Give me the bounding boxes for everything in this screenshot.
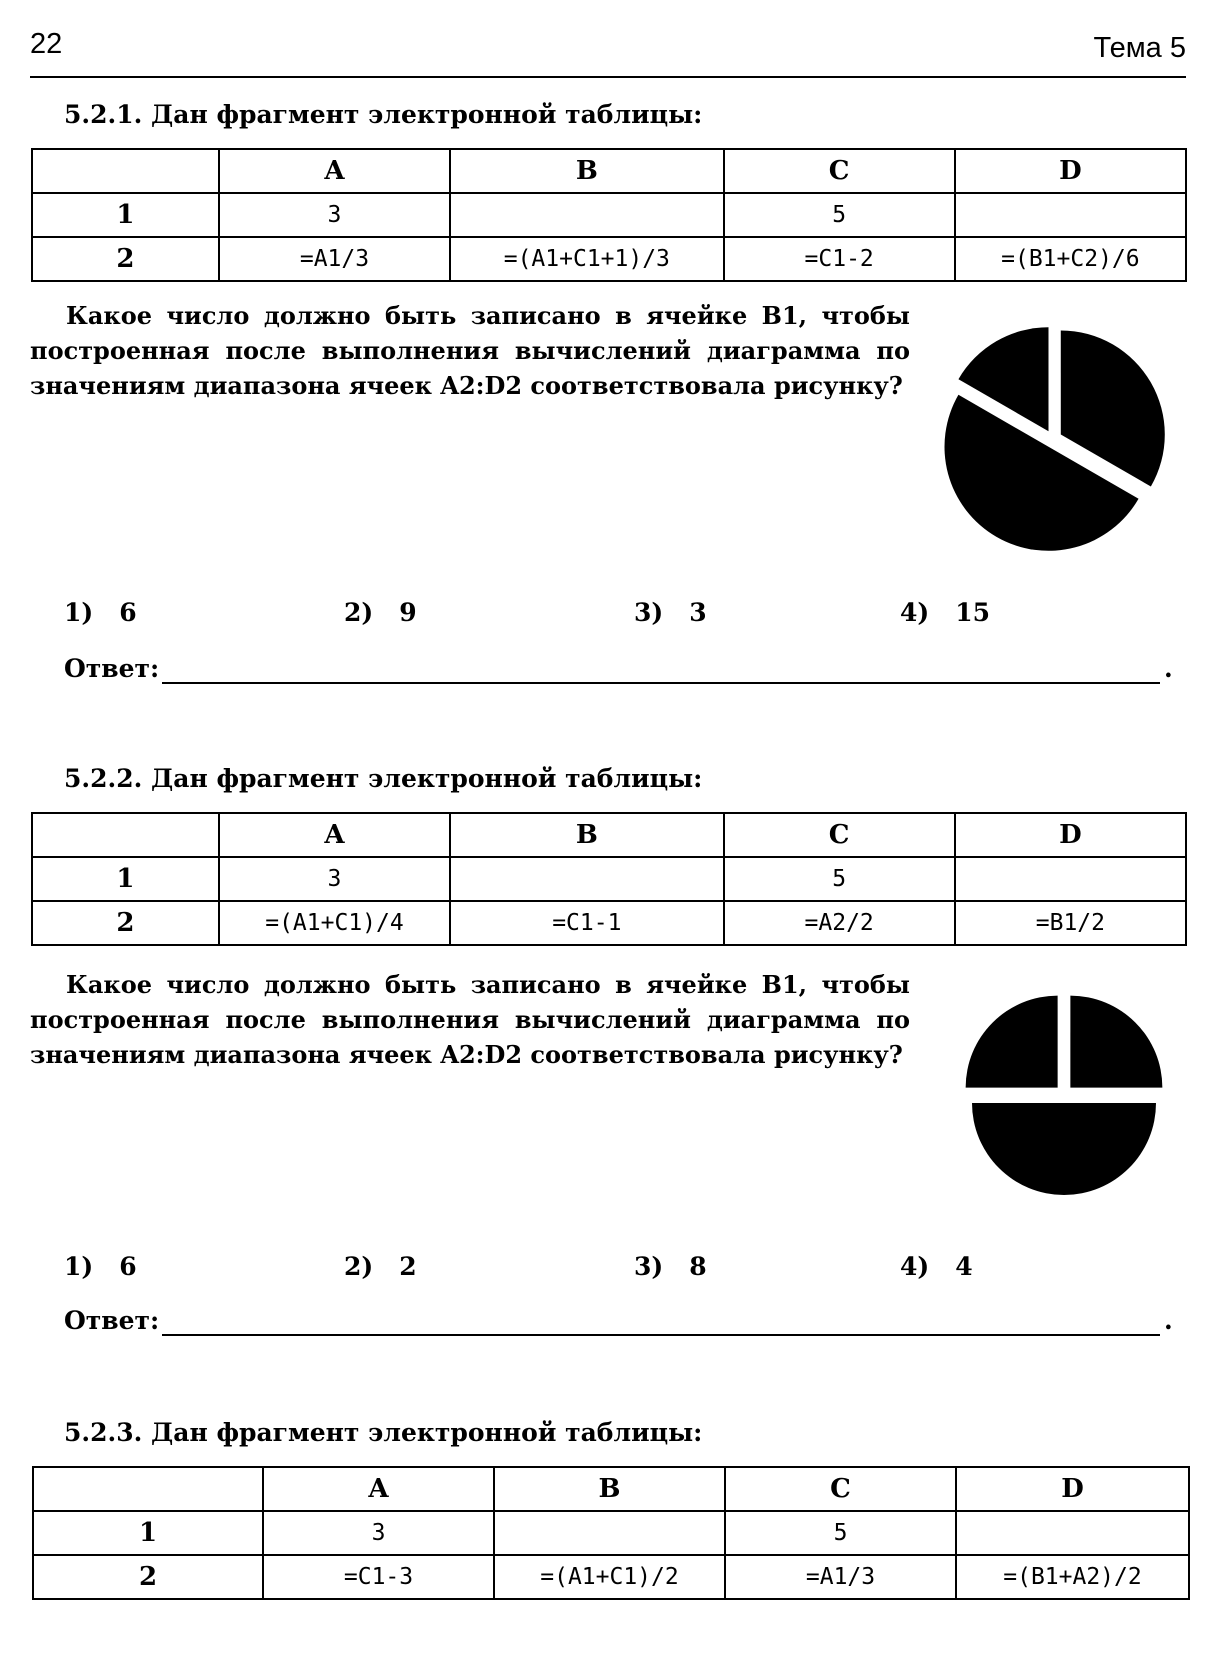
cell: =C1-2 xyxy=(724,237,955,281)
cell: =C1-1 xyxy=(450,901,723,945)
column-header: D xyxy=(955,813,1186,857)
pie-slice-sector-2 xyxy=(972,1103,1156,1195)
table-row xyxy=(33,1555,1189,1599)
row-header: 2 xyxy=(32,237,219,281)
table-row xyxy=(32,857,1186,901)
topic-label: Тема 5 xyxy=(1093,32,1186,64)
column-header: C xyxy=(724,813,955,857)
corner-cell xyxy=(33,1467,263,1511)
cell xyxy=(494,1511,725,1555)
row-header: 2 xyxy=(32,901,219,945)
row-header: 1 xyxy=(32,193,219,237)
task-title: 5.2.1. Дан фрагмент электронной таблицы: xyxy=(64,100,703,129)
answer-label: Ответ: xyxy=(64,654,160,683)
answer-options xyxy=(64,598,1164,638)
spreadsheet-fragment xyxy=(31,148,1187,282)
answer-input-line[interactable] xyxy=(162,1334,1160,1336)
header-row xyxy=(33,1467,1189,1511)
option: 2) 9 xyxy=(344,598,417,627)
option: 1) 6 xyxy=(64,1252,137,1281)
period: . xyxy=(1164,654,1173,683)
option: 3) 8 xyxy=(634,1252,707,1281)
column-header: A xyxy=(219,813,450,857)
cell: 5 xyxy=(725,1511,956,1555)
answer-input-line[interactable] xyxy=(162,682,1160,684)
row-header: 1 xyxy=(33,1511,263,1555)
column-header: B xyxy=(450,149,723,193)
cell: 5 xyxy=(724,193,955,237)
corner-cell xyxy=(32,149,219,193)
row-header: 2 xyxy=(33,1555,263,1599)
cell: 3 xyxy=(219,193,450,237)
spreadsheet-fragment xyxy=(32,1466,1190,1600)
table-row xyxy=(32,237,1186,281)
cell: =C1-3 xyxy=(263,1555,494,1599)
row-header: 1 xyxy=(32,857,219,901)
cell xyxy=(955,857,1186,901)
column-header: A xyxy=(263,1467,494,1511)
pie-slice-sector-1 xyxy=(1070,996,1162,1088)
period: . xyxy=(1164,1306,1173,1335)
cell: =B1/2 xyxy=(955,901,1186,945)
column-header: B xyxy=(494,1467,725,1511)
cell: =A1/3 xyxy=(219,237,450,281)
cell: 5 xyxy=(724,857,955,901)
option: 2) 2 xyxy=(344,1252,417,1281)
cell xyxy=(450,193,723,237)
option: 3) 3 xyxy=(634,598,707,627)
header-row xyxy=(32,149,1186,193)
question-text: Какое число должно быть записано в ячейке B1, чтобы построенная после выполнения вычислений диаграмма по значениям диапазона ячеек A2:D2 соответствовала рисунку? xyxy=(30,970,910,1069)
cell: =(A1+C1+1)/3 xyxy=(450,237,723,281)
cell: =(B1+A2)/2 xyxy=(956,1555,1189,1599)
page-header xyxy=(30,24,1186,78)
table-row xyxy=(32,901,1186,945)
column-header: D xyxy=(956,1467,1189,1511)
column-header: C xyxy=(725,1467,956,1511)
cell xyxy=(955,193,1186,237)
cell xyxy=(450,857,723,901)
header-row xyxy=(32,813,1186,857)
option: 1) 6 xyxy=(64,598,137,627)
task-title: 5.2.3. Дан фрагмент электронной таблицы: xyxy=(64,1418,703,1447)
cell: =A1/3 xyxy=(725,1555,956,1599)
answer-options xyxy=(64,1252,1164,1292)
option: 4) 4 xyxy=(900,1252,973,1281)
pie-chart xyxy=(960,982,1170,1202)
pie-chart xyxy=(935,325,1175,555)
pie-slice-sector-3 xyxy=(966,996,1058,1088)
cell: =(B1+C2)/6 xyxy=(955,237,1186,281)
option: 4) 15 xyxy=(900,598,991,627)
column-header: C xyxy=(724,149,955,193)
spreadsheet-fragment xyxy=(31,812,1187,946)
task-title: 5.2.2. Дан фрагмент электронной таблицы: xyxy=(64,764,703,793)
cell: 3 xyxy=(263,1511,494,1555)
column-header: D xyxy=(955,149,1186,193)
answer-row xyxy=(64,654,1174,694)
column-header: A xyxy=(219,149,450,193)
cell: =A2/2 xyxy=(724,901,955,945)
page-number: 22 xyxy=(30,28,63,60)
cell: 3 xyxy=(219,857,450,901)
cell: =(A1+C1)/2 xyxy=(494,1555,725,1599)
cell xyxy=(956,1511,1189,1555)
answer-label: Ответ: xyxy=(64,1306,160,1335)
answer-row xyxy=(64,1306,1174,1346)
table-row xyxy=(32,193,1186,237)
corner-cell xyxy=(32,813,219,857)
cell: =(A1+C1)/4 xyxy=(219,901,450,945)
column-header: B xyxy=(450,813,723,857)
question-text: Какое число должно быть записано в ячейке B1, чтобы построенная после выполнения вычислений диаграмма по значениям диапазона ячеек A2:D2 соответствовала рисунку? xyxy=(30,301,910,400)
table-row xyxy=(33,1511,1189,1555)
